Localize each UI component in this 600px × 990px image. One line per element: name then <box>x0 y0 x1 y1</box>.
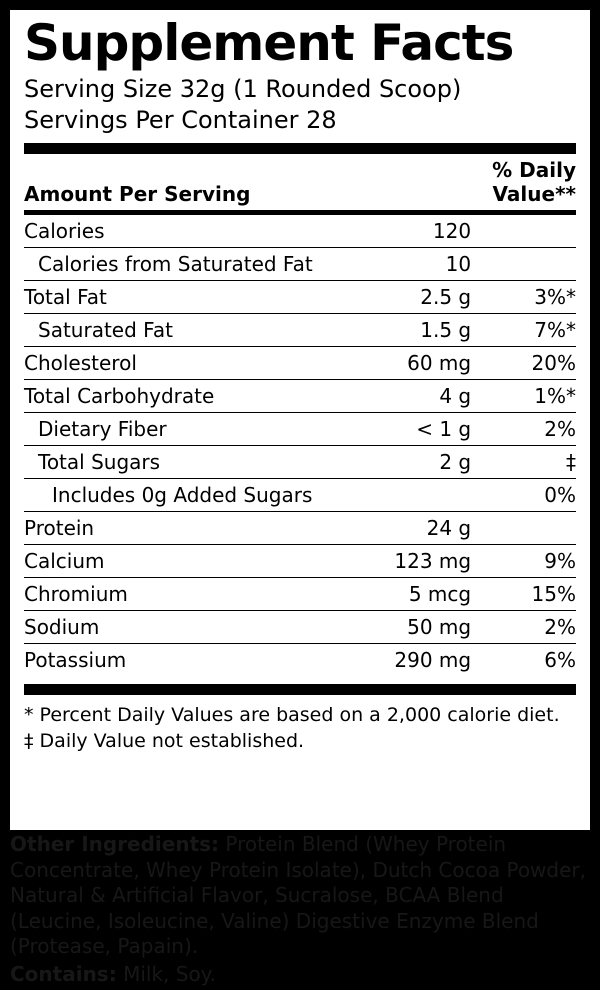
nutrient-amount: 24 g <box>333 512 471 545</box>
table-row <box>24 479 576 512</box>
ingredients-section <box>10 832 590 990</box>
nutrient-daily-value: 1%* <box>471 380 576 413</box>
nutrient-daily-value <box>471 512 576 545</box>
header-amount-per-serving: Amount Per Serving <box>24 182 251 207</box>
nutrient-daily-value <box>471 215 576 248</box>
nutrient-amount: 2.5 g <box>333 281 471 314</box>
nutrient-amount: 2 g <box>333 446 471 479</box>
table-row <box>24 578 576 611</box>
nutrient-amount: 4 g <box>333 380 471 413</box>
nutrient-amount: 5 mcg <box>333 578 471 611</box>
nutrient-amount: 120 <box>333 215 471 248</box>
contains-label: Contains: <box>10 961 117 986</box>
other-ingredients-text: Protein Blend (Whey Protein Concentrate, Whey Protein Isolate), Dutch Cocoa Powder, Natural & Artificial Flavor, Sucralose, BCAA Blend (Leucine, Isoleucine, Valine) Digestive Enzyme Blend (Protease, Papain). <box>10 832 586 959</box>
nutrient-name: Calcium <box>24 545 333 578</box>
nutrient-daily-value: 9% <box>471 545 576 578</box>
nutrient-name: Protein <box>24 512 333 545</box>
footnote-daily-value: * Percent Daily Values are based on a 2,000 calorie diet. <box>24 704 560 727</box>
nutrient-name: Cholesterol <box>24 347 333 380</box>
nutrient-amount: 1.5 g <box>333 314 471 347</box>
table-row <box>24 281 576 314</box>
page-title: Supplement Facts <box>24 14 514 72</box>
header-daily-value: % Daily Value** <box>492 158 576 207</box>
servings-per-container-text: Servings Per Container 28 <box>24 105 337 134</box>
nutrient-name: Calories <box>24 215 333 248</box>
nutrient-daily-value: 7%* <box>471 314 576 347</box>
facts-panel <box>10 10 590 830</box>
serving-size-text: Serving Size 32g (1 Rounded Scoop) <box>24 75 462 103</box>
nutrient-name: Saturated Fat <box>24 314 333 347</box>
nutrient-name: Sodium <box>24 611 333 644</box>
contains-text: Milk, Soy. <box>116 961 217 986</box>
table-row <box>24 644 576 677</box>
nutrient-name: Potassium <box>24 648 127 673</box>
nutrient-daily-value: 20% <box>471 347 576 380</box>
table-row <box>24 611 576 644</box>
footnotes <box>24 695 576 754</box>
nutrient-daily-value: 6% <box>544 648 576 673</box>
nutrient-amount: 290 mg <box>394 648 472 673</box>
nutrient-amount <box>333 479 471 512</box>
nutrient-name: Total Sugars <box>24 446 333 479</box>
table-row <box>24 347 576 380</box>
nutrient-amount: 50 mg <box>333 611 471 644</box>
nutrient-name: Total Carbohydrate <box>24 380 333 413</box>
other-ingredients-label: Other Ingredients: <box>10 832 220 856</box>
other-ingredients-block <box>10 832 590 960</box>
table-row <box>24 314 576 347</box>
table-row <box>24 512 576 545</box>
nutrient-name: Total Fat <box>24 281 333 314</box>
nutrient-daily-value: 2% <box>471 611 576 644</box>
nutrient-amount: 60 mg <box>333 347 471 380</box>
table-row <box>24 215 576 248</box>
nutrient-name: Dietary Fiber <box>24 413 333 446</box>
nutrient-name: Includes 0g Added Sugars <box>24 479 333 512</box>
nutrient-daily-value <box>471 248 576 281</box>
table-row <box>24 446 576 479</box>
nutrient-amount: 10 <box>333 248 471 281</box>
nutrient-name: Chromium <box>24 578 333 611</box>
header-spacer <box>333 154 471 210</box>
table-header-row <box>24 154 576 210</box>
table-row <box>24 413 576 446</box>
nutrition-table-body <box>24 154 576 210</box>
nutrient-daily-value: ‡ <box>471 446 576 479</box>
table-row <box>24 248 576 281</box>
divider-thick-top <box>24 143 576 154</box>
contains-block <box>10 962 590 988</box>
nutrition-rows-table <box>24 215 576 676</box>
nutrient-amount: 123 mg <box>333 545 471 578</box>
divider-thick-bottom <box>24 684 576 695</box>
nutrient-amount: < 1 g <box>333 413 471 446</box>
footnote-not-established: ‡ Daily Value not established. <box>24 730 305 753</box>
nutrient-daily-value: 0% <box>471 479 576 512</box>
nutrient-daily-value: 15% <box>471 578 576 611</box>
nutrient-name: Calories from Saturated Fat <box>24 248 333 281</box>
nutrient-daily-value: 2% <box>471 413 576 446</box>
table-row <box>24 545 576 578</box>
nutrition-rows <box>24 215 576 676</box>
nutrient-daily-value: 3%* <box>471 281 576 314</box>
table-row <box>24 380 576 413</box>
nutrition-table <box>24 154 576 210</box>
